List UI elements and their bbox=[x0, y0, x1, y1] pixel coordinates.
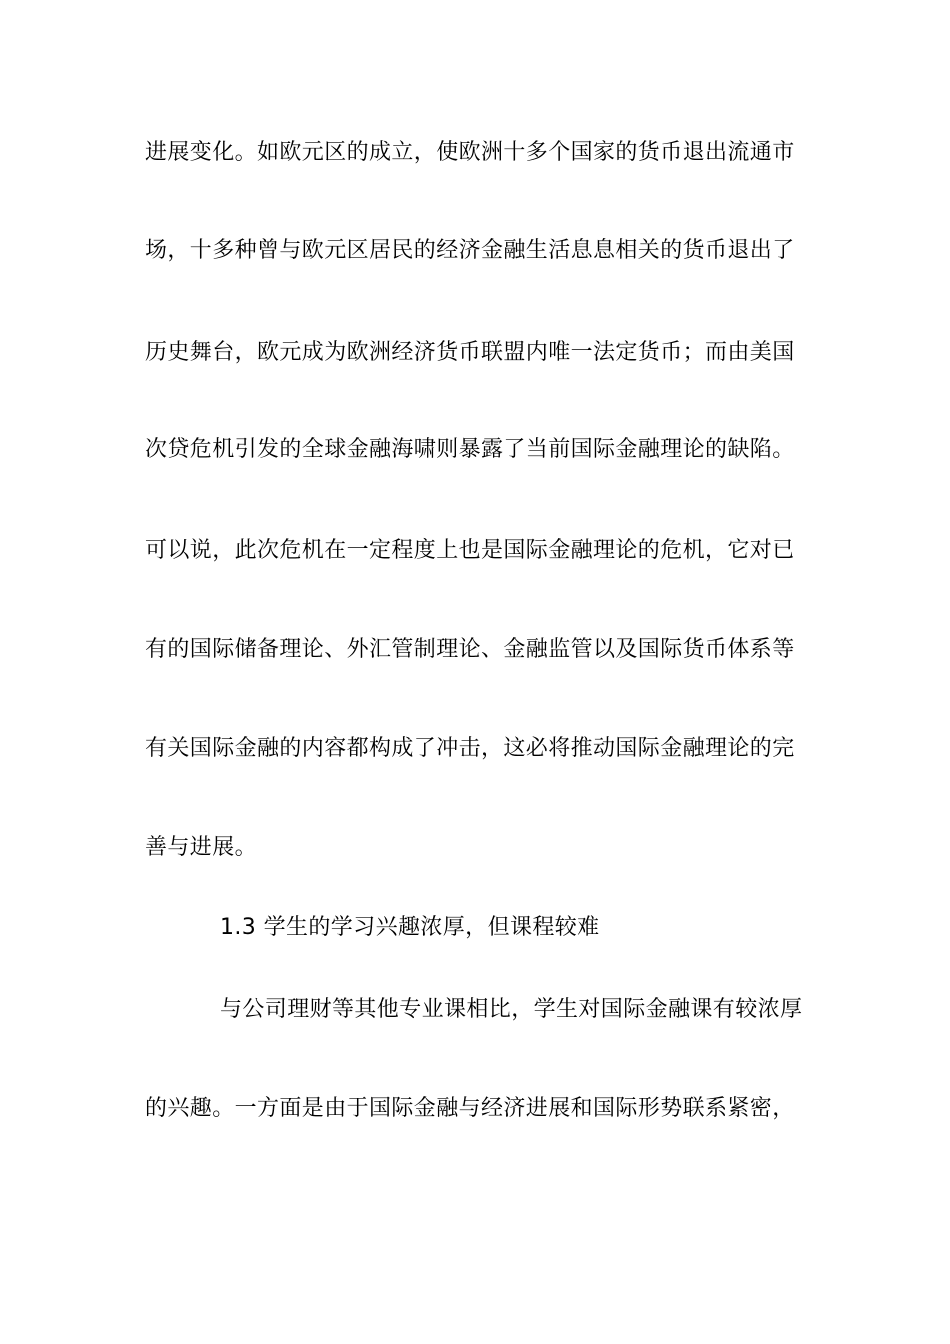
paragraph-line: 进展变化。如欧元区的成立，使欧洲十多个国家的货币退出流通市 bbox=[145, 140, 795, 165]
paragraph-line: 与公司理财等其他专业课相比，学生对国际金融课有较浓厚 bbox=[220, 997, 803, 1022]
section-heading: 1.3 学生的学习兴趣浓厚，但课程较难 bbox=[220, 915, 600, 940]
paragraph-line: 历史舞台，欧元成为欧洲经济货币联盟内唯一法定货币；而由美国 bbox=[145, 340, 795, 365]
paragraph-line: 有关国际金融的内容都构成了冲击，这必将推动国际金融理论的完 bbox=[145, 736, 795, 761]
paragraph-line: 有的国际储备理论、外汇管制理论、金融监管以及国际货币体系等 bbox=[145, 637, 795, 662]
paragraph-line: 场，十多种曾与欧元区居民的经济金融生活息息相关的货币退出了 bbox=[145, 238, 795, 263]
paragraph-line: 的兴趣。一方面是由于国际金融与经济进展和国际形势联系紧密， bbox=[145, 1096, 795, 1121]
paragraph-line: 善与进展。 bbox=[145, 835, 258, 860]
paragraph-line: 可以说，此次危机在一定程度上也是国际金融理论的危机，它对已 bbox=[145, 538, 795, 563]
paragraph-line: 次贷危机引发的全球金融海啸则暴露了当前国际金融理论的缺陷。 bbox=[145, 437, 795, 462]
